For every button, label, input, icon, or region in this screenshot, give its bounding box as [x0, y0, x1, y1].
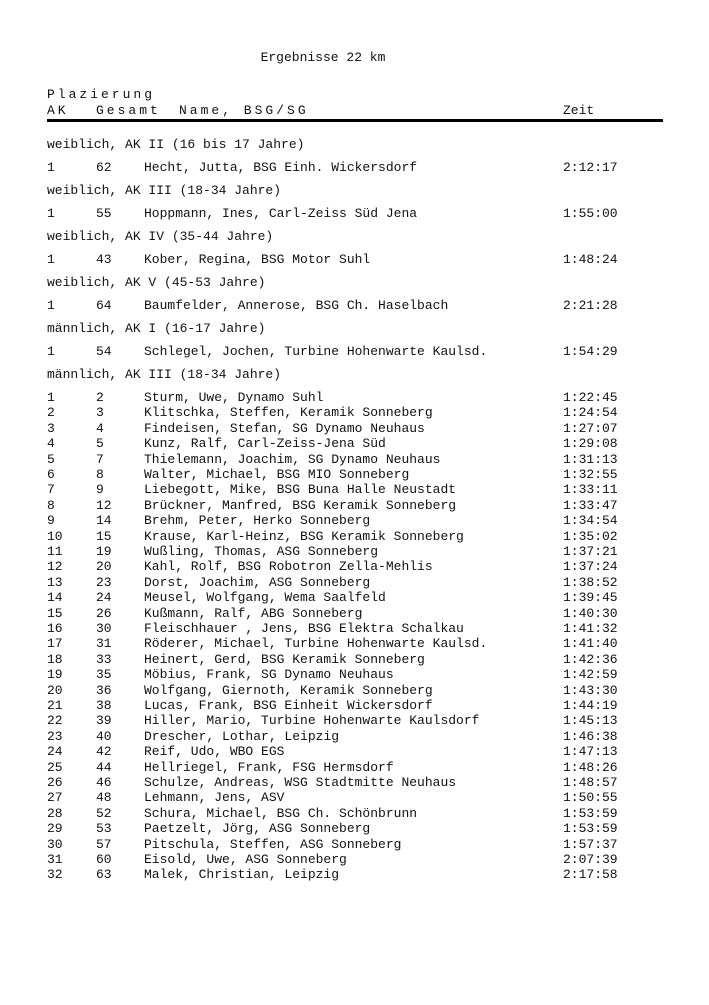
result-row — [47, 744, 663, 760]
rank-gesamt: 2 — [96, 390, 104, 405]
rank-gesamt: 24 — [96, 590, 112, 606]
rank-gesamt: 43 — [96, 252, 112, 267]
rank-gesamt: 33 — [96, 651, 112, 667]
finish-time: 1:34:54 — [563, 513, 618, 529]
rank-ak: 22 — [47, 713, 63, 729]
result-row — [47, 498, 663, 514]
result-row — [47, 852, 663, 868]
athlete-name: Sturm, Uwe, Dynamo Suhl — [144, 390, 324, 405]
result-row — [47, 206, 663, 222]
rank-gesamt: 4 — [96, 420, 104, 436]
athlete-name: Paetzelt, Jörg, ASG Sonneberg — [144, 821, 371, 837]
rank-gesamt: 52 — [96, 805, 112, 821]
finish-time: 1:42:36 — [563, 651, 618, 667]
rank-ak: 26 — [47, 775, 63, 790]
group-label: männlich, AK III (18-34 Jahre) — [47, 367, 282, 382]
result-row — [47, 652, 663, 668]
result-row — [47, 821, 663, 837]
athlete-name: Kunz, Ralf, Carl-Zeiss-Jena Süd — [144, 436, 386, 452]
rank-gesamt: 3 — [96, 405, 104, 421]
rank-ak: 31 — [47, 852, 63, 867]
result-row — [47, 160, 663, 176]
result-row — [47, 344, 663, 360]
athlete-name: Baumfelder, Annerose, BSG Ch. Haselbach — [144, 298, 449, 313]
rank-ak: 14 — [47, 590, 63, 606]
rank-gesamt: 53 — [96, 821, 112, 837]
result-row — [47, 252, 663, 268]
athlete-name: Röderer, Michael, Turbine Hohenwarte Kaulsd. — [144, 636, 488, 652]
header-ak: AK — [47, 103, 69, 118]
rank-ak: 21 — [47, 698, 63, 713]
athlete-name: Hecht, Jutta, BSG Einh. Wickersdorf — [144, 160, 418, 175]
rank-gesamt: 62 — [96, 160, 112, 175]
header-plazierung: Plazierung — [47, 87, 156, 102]
finish-time: 1:38:52 — [563, 574, 618, 590]
result-row — [47, 760, 663, 776]
rank-ak: 13 — [47, 574, 63, 590]
athlete-name: Wolfgang, Giernoth, Keramik Sonneberg — [144, 682, 433, 698]
rank-gesamt: 31 — [96, 636, 112, 652]
rank-gesamt: 63 — [96, 867, 112, 883]
result-row — [47, 544, 663, 560]
athlete-name: Klitschka, Steffen, Keramik Sonneberg — [144, 405, 433, 421]
athlete-name: Schulze, Andreas, WSG Stadtmitte Neuhaus — [144, 775, 457, 790]
group-label: weiblich, AK IV (35-44 Jahre) — [47, 229, 274, 244]
rank-gesamt: 57 — [96, 836, 112, 852]
rank-gesamt: 9 — [96, 482, 104, 498]
rank-ak: 1 — [47, 206, 55, 221]
rank-ak: 29 — [47, 821, 63, 837]
page-title: Ergebnisse 22 km — [260, 50, 386, 65]
athlete-name: Lehmann, Jens, ASV — [144, 790, 285, 806]
result-row — [47, 590, 663, 606]
rank-gesamt: 42 — [96, 744, 112, 760]
athlete-name: Möbius, Frank, SG Dynamo Neuhaus — [144, 667, 394, 683]
rank-gesamt: 7 — [96, 451, 104, 467]
finish-time: 1:24:54 — [563, 405, 618, 421]
rank-ak: 32 — [47, 867, 63, 883]
finish-time: 1:53:59 — [563, 821, 618, 837]
result-row — [47, 405, 663, 421]
rank-gesamt: 26 — [96, 605, 112, 621]
rank-ak: 7 — [47, 482, 55, 498]
header-zeit: Zeit — [563, 103, 595, 118]
rank-gesamt: 55 — [96, 206, 112, 221]
rank-gesamt: 35 — [96, 667, 112, 683]
athlete-name: Eisold, Uwe, ASG Sonneberg — [144, 852, 347, 867]
result-row — [47, 867, 663, 883]
header-name: Name, BSG/SG — [179, 103, 309, 118]
finish-time: 1:41:32 — [563, 621, 618, 636]
rank-gesamt: 15 — [96, 528, 112, 544]
rank-gesamt: 30 — [96, 621, 112, 636]
finish-time: 2:17:58 — [563, 867, 618, 883]
result-row — [47, 390, 663, 406]
rank-gesamt: 60 — [96, 852, 112, 867]
rank-gesamt: 23 — [96, 574, 112, 590]
rank-gesamt: 5 — [96, 436, 104, 452]
finish-time: 1:45:13 — [563, 713, 618, 729]
finish-time: 1:48:57 — [563, 775, 618, 790]
athlete-name: Lucas, Frank, BSG Einheit Wickersdorf — [144, 698, 433, 713]
rank-ak: 23 — [47, 728, 63, 744]
result-row — [47, 667, 663, 683]
athlete-name: Schlegel, Jochen, Turbine Hohenwarte Kaulsd. — [144, 344, 488, 359]
result-row — [47, 575, 663, 591]
finish-time: 1:40:30 — [563, 605, 618, 621]
athlete-name: Hoppmann, Ines, Carl-Zeiss Süd Jena — [144, 206, 418, 221]
rank-gesamt: 38 — [96, 698, 112, 713]
finish-time: 1:47:13 — [563, 744, 618, 760]
finish-time: 2:12:17 — [563, 160, 618, 175]
finish-time: 1:46:38 — [563, 728, 618, 744]
rank-ak: 10 — [47, 528, 63, 544]
rank-gesamt: 36 — [96, 682, 112, 698]
finish-time: 2:21:28 — [563, 298, 618, 313]
rank-ak: 25 — [47, 759, 63, 775]
group-label: weiblich, AK II (16 bis 17 Jahre) — [47, 137, 305, 152]
rank-ak: 12 — [47, 559, 63, 575]
finish-time: 1:39:45 — [563, 590, 618, 606]
rank-gesamt: 14 — [96, 513, 112, 529]
rank-gesamt: 46 — [96, 775, 112, 790]
rank-gesamt: 44 — [96, 759, 112, 775]
rank-ak: 16 — [47, 621, 63, 636]
finish-time: 1:48:24 — [563, 252, 618, 267]
athlete-name: Schura, Michael, BSG Ch. Schönbrunn — [144, 805, 418, 821]
athlete-name: Findeisen, Stefan, SG Dynamo Neuhaus — [144, 420, 425, 436]
finish-time: 1:57:37 — [563, 836, 618, 852]
rank-ak: 1 — [47, 344, 55, 359]
result-row — [47, 529, 663, 545]
finish-time: 1:44:19 — [563, 698, 618, 713]
rank-ak: 20 — [47, 682, 63, 698]
result-row — [47, 421, 663, 437]
rank-gesamt: 48 — [96, 790, 112, 806]
finish-time: 1:35:02 — [563, 528, 618, 544]
rank-gesamt: 20 — [96, 559, 112, 575]
finish-time: 1:29:08 — [563, 436, 618, 452]
result-row — [47, 775, 663, 791]
result-row — [47, 482, 663, 498]
athlete-name: Walter, Michael, BSG MIO Sonneberg — [144, 467, 410, 482]
rank-gesamt: 54 — [96, 344, 112, 359]
group-label: weiblich, AK III (18-34 Jahre) — [47, 183, 282, 198]
athlete-name: Drescher, Lothar, Leipzig — [144, 728, 340, 744]
athlete-name: Dorst, Joachim, ASG Sonneberg — [144, 574, 371, 590]
finish-time: 1:50:55 — [563, 790, 618, 806]
result-row — [47, 559, 663, 575]
athlete-name: Wußling, Thomas, ASG Sonneberg — [144, 544, 379, 559]
finish-time: 1:33:11 — [563, 482, 618, 498]
rank-ak: 11 — [47, 544, 63, 559]
finish-time: 1:33:47 — [563, 497, 618, 513]
rank-ak: 1 — [47, 252, 55, 267]
result-row — [47, 606, 663, 622]
result-row — [47, 452, 663, 468]
rank-ak: 27 — [47, 790, 63, 806]
result-row — [47, 698, 663, 714]
rank-gesamt: 8 — [96, 467, 104, 482]
rank-ak: 1 — [47, 298, 55, 313]
rank-ak: 15 — [47, 605, 63, 621]
rank-ak: 1 — [47, 160, 55, 175]
athlete-name: Hellriegel, Frank, FSG Hermsdorf — [144, 759, 394, 775]
group-label: weiblich, AK V (45-53 Jahre) — [47, 275, 266, 290]
athlete-name: Kober, Regina, BSG Motor Suhl — [144, 252, 371, 267]
result-row — [47, 729, 663, 745]
header-gesamt: Gesamt — [96, 103, 161, 118]
result-row — [47, 436, 663, 452]
finish-time: 1:43:30 — [563, 682, 618, 698]
rank-ak: 30 — [47, 836, 63, 852]
athlete-name: Malek, Christian, Leipzig — [144, 867, 340, 883]
result-row — [47, 713, 663, 729]
rank-gesamt: 12 — [96, 497, 112, 513]
finish-time: 1:41:40 — [563, 636, 618, 652]
athlete-name: Hiller, Mario, Turbine Hohenwarte Kaulsdorf — [144, 713, 480, 729]
finish-time: 1:42:59 — [563, 667, 618, 683]
result-row — [47, 790, 663, 806]
finish-time: 1:53:59 — [563, 805, 618, 821]
header-rule — [47, 119, 663, 122]
rank-ak: 2 — [47, 405, 55, 421]
result-row — [47, 636, 663, 652]
rank-ak: 9 — [47, 513, 55, 529]
finish-time: 1:32:55 — [563, 467, 618, 482]
rank-ak: 28 — [47, 805, 63, 821]
athlete-name: Heinert, Gerd, BSG Keramik Sonneberg — [144, 651, 425, 667]
finish-time: 1:22:45 — [563, 390, 618, 405]
result-row — [47, 683, 663, 699]
rank-gesamt: 40 — [96, 728, 112, 744]
athlete-name: Reif, Udo, WBO EGS — [144, 744, 285, 760]
finish-time: 1:37:21 — [563, 544, 618, 559]
rank-gesamt: 39 — [96, 713, 112, 729]
finish-time: 2:07:39 — [563, 852, 618, 867]
rank-ak: 8 — [47, 497, 55, 513]
athlete-name: Thielemann, Joachim, SG Dynamo Neuhaus — [144, 451, 441, 467]
group-label: männlich, AK I (16-17 Jahre) — [47, 321, 266, 336]
result-row — [47, 837, 663, 853]
rank-ak: 4 — [47, 436, 55, 452]
rank-ak: 24 — [47, 744, 63, 760]
result-row — [47, 298, 663, 314]
result-row — [47, 621, 663, 637]
athlete-name: Brehm, Peter, Herko Sonneberg — [144, 513, 371, 529]
result-row — [47, 806, 663, 822]
rank-ak: 17 — [47, 636, 63, 652]
athlete-name: Kahl, Rolf, BSG Robotron Zella-Mehlis — [144, 559, 433, 575]
athlete-name: Krause, Karl-Heinz, BSG Keramik Sonneberg — [144, 528, 464, 544]
athlete-name: Pitschula, Steffen, ASG Sonneberg — [144, 836, 402, 852]
result-row — [47, 467, 663, 483]
rank-gesamt: 64 — [96, 298, 112, 313]
finish-time: 1:27:07 — [563, 420, 618, 436]
rank-ak: 5 — [47, 451, 55, 467]
rank-ak: 1 — [47, 390, 55, 405]
finish-time: 1:55:00 — [563, 206, 618, 221]
athlete-name: Brückner, Manfred, BSG Keramik Sonneberg — [144, 497, 457, 513]
athlete-name: Liebegott, Mike, BSG Buna Halle Neustadt — [144, 482, 457, 498]
finish-time: 1:48:26 — [563, 759, 618, 775]
rank-ak: 18 — [47, 651, 63, 667]
athlete-name: Fleischhauer , Jens, BSG Elektra Schalkau — [144, 621, 464, 636]
rank-gesamt: 19 — [96, 544, 112, 559]
athlete-name: Kußmann, Ralf, ABG Sonneberg — [144, 605, 363, 621]
finish-time: 1:31:13 — [563, 451, 618, 467]
result-row — [47, 513, 663, 529]
finish-time: 1:54:29 — [563, 344, 618, 359]
rank-ak: 6 — [47, 467, 55, 482]
rank-ak: 3 — [47, 420, 55, 436]
athlete-name: Meusel, Wolfgang, Wema Saalfeld — [144, 590, 386, 606]
rank-ak: 19 — [47, 667, 63, 683]
finish-time: 1:37:24 — [563, 559, 618, 575]
